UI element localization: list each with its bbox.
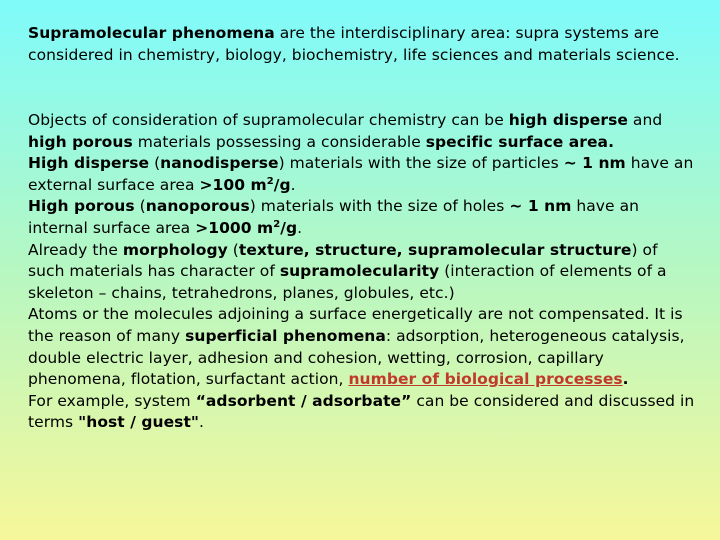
atoms-text-2: : adsorption, heterogeneous catalysis, double electric layer, adhesion and cohesion, wetting, corrosion, capillary phenomena, flotation, surfactant action, [28, 326, 685, 389]
disperse-area [200, 176, 291, 194]
disperse-area-exponent: 2 [266, 175, 274, 187]
example-text-3: . [199, 413, 205, 432]
porous-text-3: have an internal surface area [28, 197, 640, 237]
disperse-area-unit: /g [273, 175, 291, 194]
morphology-term: morphology [122, 240, 228, 259]
objects-text-1: Objects of consideration of supramolecular chemistry can be [28, 111, 509, 129]
objects-text-2: and [627, 111, 663, 129]
porous-sentence [28, 196, 698, 239]
objects-high-disperse: high disperse [508, 111, 628, 129]
morphology-text-2: ( [227, 240, 239, 259]
atoms-sentence [28, 304, 698, 390]
example-sentence [28, 391, 698, 434]
objects-high-porous: high porous [28, 132, 133, 151]
porous-area-value: >1000 m [195, 218, 274, 237]
intro-text: are the interdisciplinary area: supra systems are considered in chemistry, biology, biochemistry, life sciences and materials science. [28, 24, 680, 64]
body-paragraph [28, 110, 698, 434]
disperse-text-3: have an external surface area [28, 154, 694, 194]
example-text-2: can be considered and discussed in terms [28, 391, 695, 432]
atoms-text-3: . [622, 370, 629, 389]
biological-processes-link[interactable]: number of biological processes [348, 370, 623, 389]
disperse-nanodisperse: nanodisperse [160, 154, 279, 173]
objects-specific-surface-area: specific surface area. [425, 132, 615, 151]
porous-text-1: ( [134, 197, 146, 216]
porous-text-4: . [297, 218, 303, 237]
disperse-size: ~ 1 nm [563, 154, 626, 173]
disperse-area-value: >100 m [199, 175, 267, 194]
porous-size: ~ 1 nm [509, 197, 572, 216]
porous-term: High porous [28, 197, 135, 216]
example-text-1: For example, system [28, 391, 196, 410]
atoms-superficial-phenomena: superficial phenomena [185, 326, 386, 345]
morphology-sentence [28, 240, 698, 305]
porous-text-2: ) materials with the size of holes [249, 197, 510, 216]
disperse-text-4: . [290, 175, 296, 194]
porous-area-unit: /g [280, 218, 298, 237]
morphology-text-1: Already the [28, 240, 123, 259]
morphology-supramolecularity: supramolecularity [279, 262, 440, 281]
morphology-text-4: (interaction of elements of a skeleton – chains, tetrahedrons, planes, globules, etc.) [28, 262, 667, 302]
example-host-guest: "host / guest" [78, 413, 200, 432]
disperse-sentence [28, 153, 698, 196]
intro-term: Supramolecular phenomena [28, 24, 275, 42]
disperse-term: High disperse [28, 154, 150, 173]
disperse-text-2: ) materials with the size of particles [278, 154, 564, 173]
porous-area-exponent: 2 [273, 218, 281, 230]
disperse-text-1: ( [149, 154, 161, 173]
objects-sentence [28, 110, 698, 153]
morphology-structure-terms: texture, structure, supramolecular structure [238, 240, 632, 259]
example-adsorbent-adsorbate: “adsorbent / adsorbate” [195, 391, 412, 410]
atoms-text-1: Atoms or the molecules adjoining a surface energetically are not compensated. It is the reason of many [28, 305, 683, 345]
intro-paragraph [28, 23, 698, 66]
porous-nanoporous: nanoporous [145, 197, 250, 216]
porous-area [195, 219, 297, 237]
objects-text-3: materials possessing a considerable [132, 132, 426, 151]
morphology-text-3: ) of such materials has character of [28, 240, 658, 281]
